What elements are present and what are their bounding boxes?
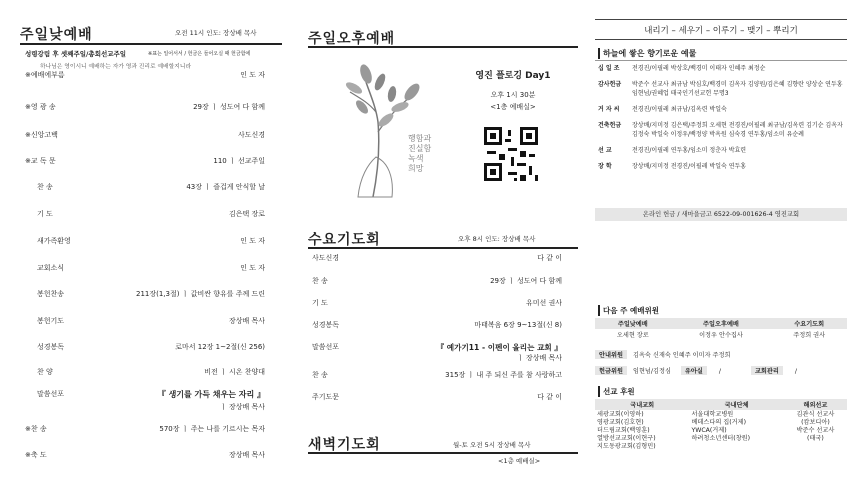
order-row [312,298,562,310]
order-value: 마태복음 6장 9~13절(신 8) [474,321,562,329]
order-label: 기 도 [312,299,328,307]
order-label: 말씀선포 [312,343,340,351]
order-label: ※예배에부름 [25,71,65,79]
order-value: 김은택 장로 [228,210,265,218]
mission-item: 하려청소년센터(창원) [691,435,751,442]
dawn-title: 새벽기도회 [308,437,381,453]
order-label: ※신앙고백 [25,131,58,139]
order-row [25,102,265,114]
table-cell [784,410,847,452]
mission-item: 영광교회(김호현) [597,419,644,426]
order-value: 315장 ㅣ 내 주 되신 주를 참 사랑하고 [445,371,562,379]
offering-type: 거 자 씨 [598,106,620,113]
table-header: 수요기도회 [794,321,825,328]
order-row [312,276,562,288]
order-label: 찬 양 [37,368,53,376]
order-label: 성경봉독 [312,321,340,329]
dawn-location: <1층 예배실> [498,457,541,465]
management-value: / [794,368,797,375]
morning-note: ※표는 일어서서 / 헌금은 들어오실 때 헌금함에 [148,51,251,57]
morning-time: 오전 11시 인도: 장상배 목사 [175,29,257,37]
order-label: 기 도 [37,210,53,218]
table-row [595,410,847,452]
sermon-title: 『 생기를 가득 채우는 자리 』 [157,390,265,399]
plogging-event-title: 영진 플로깅 Day1 [475,71,551,81]
dawn-time: 월-토 오전 5시 장상배 목사 [453,441,531,449]
nursery-value: / [718,368,721,375]
order-value: 인 도 자 [240,237,265,245]
mission-item: 김관식 선교사 [796,411,835,418]
order-label: 찬 송 [312,371,328,379]
order-value: 다 같 이 [537,393,562,401]
ushers-names: 김옥숙 신재숙 인혜주 이미자 주정희 [632,352,731,359]
offering-names: 장상배/지미정 김은택/주정희 오세현 전경진/이필레 최규남/김옥련 김기순 김옥자 김정숙 박일숙 이정우/백정양 박옥원 심숙경 연두홍/임소미 유순례 [632,122,843,138]
plogging-location: <1층 예배실> [490,103,536,111]
table-cell [689,410,783,452]
table-header: 주일오후예배 [703,321,739,328]
mission-item: (캄보디아) [801,419,830,426]
offering-type: 장 학 [598,163,612,170]
order-value: 로마서 12장 1~2절(신 256) [175,343,265,351]
church-motto: 내리기 – 세우기 – 이루기 – 맺기 – 뿌리기 [644,26,798,36]
wednesday-time: 오후 8시 인도: 장상배 목사 [458,235,536,243]
order-value: 29장 ㅣ 성도여 다 함께 [193,103,265,111]
table-header: 국내단체 [724,402,749,409]
mission-item: 박준수 선교사 [796,427,835,434]
order-row [312,320,562,332]
mission-item: 세광교회(이영하) [597,411,644,418]
morning-intro: 하나님은 영이시니 예배하는 자가 영과 진리로 예배할지니라 [40,64,192,70]
order-row [25,289,265,301]
offering-row [598,105,848,114]
sermon-title: 『 예가기11 - 이펜이 올리는 교회 』 [436,343,562,352]
divider [595,60,847,61]
morning-title: 주일낮예배 [20,27,93,43]
order-row [25,424,265,436]
table-cell [595,410,689,452]
poster-line: 희망 [408,164,424,173]
order-row [25,156,265,168]
offering-committee-names: 임현넘/김정심 [632,368,671,375]
offering-committee-label: 헌금위원 [595,366,627,375]
offering-names: 전경진/이필레 연두홍/임소미 정춘자 박효련 [632,147,747,154]
order-value: ㅣ 장상배 목사 [516,354,562,362]
offering-row [598,146,848,155]
order-label: 봉헌찬송 [37,290,65,298]
table-header: 국내교회 [630,402,655,409]
order-value: 29장 ㅣ 성도여 다 함께 [490,277,562,285]
order-row [25,389,265,401]
next-week-title: 다음 주 예배위원 [598,305,659,316]
order-label: 성경봉독 [37,343,65,351]
offering-names: 장상배/지미정 전경진/이필레 박일숙 연두홍 [632,163,747,170]
order-value: ㅣ 장상배 목사 [219,403,265,411]
offering-type: 감사헌금 [598,81,622,88]
divider [308,452,578,454]
ushers-label: 안내위원 [595,350,627,359]
order-row [25,182,265,194]
offering-list [598,64,848,171]
online-offering-account: 온라인 헌금 / 새마을금고 6522-09-001626-4 영진교회 [595,208,847,221]
right-column [590,0,860,481]
offering-row [598,162,848,171]
morning-service-column [0,0,290,481]
order-row [25,367,265,379]
mission-item: 지도동광교회(김형민) [597,443,656,450]
order-label: ※찬 송 [25,425,47,433]
divider [595,39,847,40]
offering-title: 하늘에 쌓은 향기로운 예물 [598,48,696,59]
offering-row [598,121,848,139]
poster-line: 진실함 [408,144,432,153]
offering-row [598,64,848,73]
offering-names: 전경진/이필레 최규남/김옥련 박일숙 [632,106,727,113]
table-cell: 오세현 장로 [616,332,649,339]
morning-order [25,0,265,481]
mission-item: 베데스다의 집(거제) [691,419,747,426]
poster-line: 행함과 [408,134,432,143]
order-row [25,316,265,328]
divider [595,19,847,20]
mission-table [595,399,847,452]
order-label: 주기도문 [312,393,340,401]
offering-names: 전경진/이필레 박상호/백경미 이태자 인혜주 최정순 [632,65,766,72]
order-row [25,70,265,82]
order-label: 새가족환영 [37,237,71,245]
order-value: 43장 ㅣ 즐겁게 안식할 날 [186,183,265,191]
order-value: 211장(1,3절) ㅣ 값비싼 향유를 주께 드린 [136,290,265,298]
offering-committee-row [595,366,847,375]
table-header: 해외선교 [803,402,828,409]
ushers-row [595,350,847,359]
table-cell: 주정희 권사 [793,332,826,339]
order-label: 찬 송 [312,277,328,285]
order-value: 장상배 목사 [228,451,265,459]
afternoon-title: 주일오후예배 [308,31,396,47]
offering-type: 건축헌금 [598,122,622,129]
mission-item: (태국) [807,435,824,442]
nursery-label: 유아실 [681,366,707,375]
table-cell: 이정우 안수집사 [699,332,743,339]
poster-line: 녹색 [408,154,424,163]
table-row [595,399,847,410]
order-value: 다 같 이 [537,254,562,262]
order-label: 말씀선포 [37,390,65,398]
wednesday-order [312,0,562,481]
table-row [595,318,847,329]
order-row [25,263,265,275]
order-label: 사도신경 [312,254,340,262]
middle-column [298,0,588,481]
wednesday-title: 수요기도회 [308,232,381,248]
order-row [312,370,562,382]
offering-row [598,80,848,98]
order-value: 사도신경 [237,131,265,139]
order-label: 봉헌기도 [37,317,65,325]
order-row [25,130,265,142]
offering-type: 선 교 [598,147,612,154]
next-week-table [595,318,847,340]
order-row [312,253,562,265]
order-value: 인 도 자 [240,71,265,79]
order-row [25,209,265,221]
management-label: 교회관리 [751,366,783,375]
order-value: 인 도 자 [240,264,265,272]
mission-title: 선교 후원 [598,386,635,397]
order-row [25,342,265,354]
plogging-time: 오후 1시 30분 [490,91,536,99]
mission-item: 열방선교교회(이현구) [597,435,656,442]
order-value: 570장 ㅣ 주는 나를 기르시는 목자 [159,425,265,433]
order-row [25,236,265,248]
order-label: ※교 독 문 [25,157,56,165]
order-value: 장상배 목사 [228,317,265,325]
offering-names: 박준수 선교사 최규남 박심호/백경미 김옥자 김양원/김은혜 김향란 양상순 연두홍 임현넘/권혜업 태국인기선교헌 무명3 [632,81,843,97]
order-row [25,402,265,414]
order-label: ※축 도 [25,451,47,459]
order-row [312,353,562,365]
order-value: 유미선 권사 [525,299,562,307]
mission-item: YWCA(거제) [691,427,727,434]
order-value: 110 ㅣ 선교주일 [213,157,265,165]
order-label: 찬 송 [37,183,53,191]
table-row [595,329,847,340]
order-label: 교회소식 [37,264,65,272]
mission-item: 더드림교회(백영훈) [597,427,650,434]
mission-item: 서울대학교병원 [691,411,734,418]
order-label: ※영 광 송 [25,103,56,111]
table-header: 주일낮예배 [617,321,648,328]
order-row [25,450,265,462]
offering-type: 십 일 조 [598,65,620,72]
order-row [312,392,562,404]
morning-subtitle: 성령강림 후 셋째주일/총회선교주일 [25,50,127,58]
order-value: 비전 ㅣ 시온 찬양대 [204,368,265,376]
